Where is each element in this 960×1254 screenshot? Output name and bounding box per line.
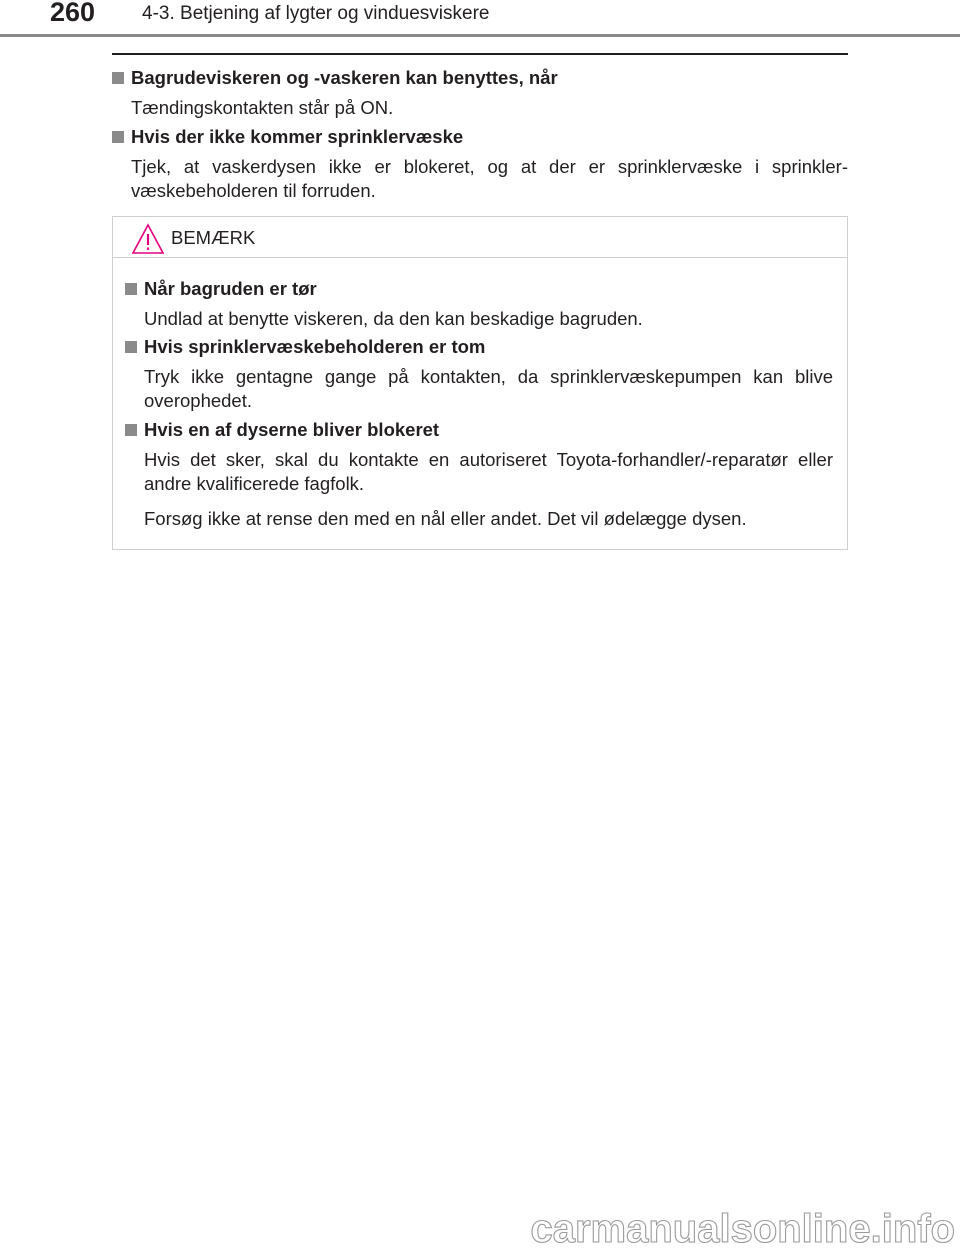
notice-item-body-extra: Forsøg ikke at rense den med en nål eller andet. Det vil ødelægge dysen.	[144, 508, 747, 529]
notice-title: BEMÆRK	[171, 227, 256, 248]
square-bullet-icon	[112, 131, 124, 143]
square-bullet-icon	[125, 341, 137, 353]
notice-item-heading: Hvis en af dyserne bliver blokeret	[125, 418, 833, 442]
section-no-washer-fluid	[112, 125, 848, 203]
notice-item-body: Undlad at benytte viskeren, da den kan beskadige bagruden.	[144, 308, 643, 329]
page-number: 260	[50, 0, 96, 27]
notice-item-empty-reservoir	[125, 335, 833, 413]
warning-triangle-icon	[131, 223, 165, 255]
notice-item-blocked-nozzle	[125, 418, 833, 531]
footer-watermark	[530, 1196, 960, 1254]
header-rule	[0, 34, 960, 37]
notice-header	[113, 217, 847, 258]
notice-item-heading: Hvis sprinklervæskebeholderen er tom	[125, 335, 833, 359]
square-bullet-icon	[125, 283, 137, 295]
square-bullet-icon	[125, 424, 137, 436]
section-body: Tjek, at vaskerdysen ikke er blokeret, og at der er sprinklervæske i sprinkler-væskebeholderen til forruden.	[131, 156, 848, 201]
square-bullet-icon	[112, 72, 124, 84]
svg-text:carmanualsonline.info: carmanualsonline.info	[530, 1207, 955, 1251]
notice-item-heading: Når bagruden er tør	[125, 277, 833, 301]
notice-item-body: Hvis det sker, skal du kontakte en autoriseret Toyota-forhandler/-reparatør eller andre kvalificerede fagfolk.	[144, 449, 833, 494]
section-body: Tændingskontakten står på ON.	[131, 97, 394, 118]
section-divider	[112, 53, 848, 55]
notice-item-body: Tryk ikke gentagne gange på kontakten, da sprinklervæskepumpen kan blive overophedet.	[144, 366, 833, 411]
section-heading: Hvis der ikke kommer sprinklervæske	[112, 125, 848, 149]
chapter-title: 4-3. Betjening af lygter og vinduesviskere	[142, 3, 490, 24]
notice-item-dry-rear-window	[125, 277, 833, 331]
page-header	[0, 0, 960, 40]
section-rear-wiper-usage	[112, 66, 848, 120]
section-heading: Bagrudeviskeren og -vaskeren kan benyttes, når	[112, 66, 848, 90]
notice-box	[112, 216, 848, 550]
